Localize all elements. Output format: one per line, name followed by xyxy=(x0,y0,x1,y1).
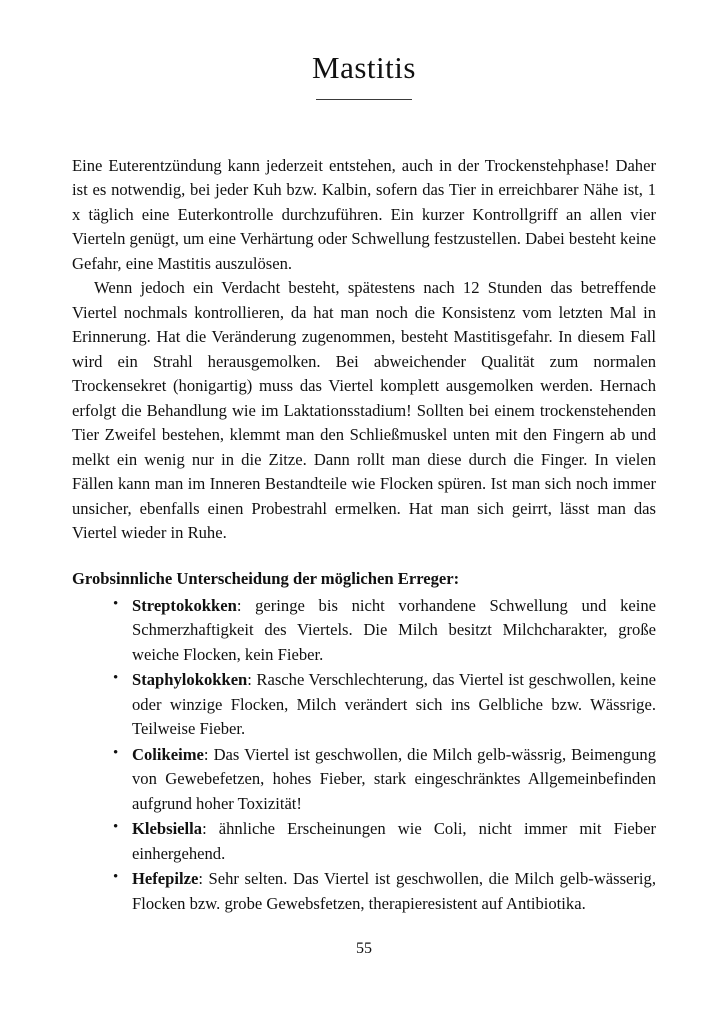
pathogen-term: Klebsiella xyxy=(132,819,203,839)
section-heading: Grobsinnliche Unterscheidung der möglichen Erreger: xyxy=(72,568,460,588)
pathogen-list xyxy=(72,594,656,916)
list-item xyxy=(132,867,656,916)
pathogen-description: : ähnliche Erscheinungen wie Coli, nicht immer mit Fieber einhergehend. xyxy=(132,819,656,863)
list-item xyxy=(132,594,656,667)
paragraph-2: Wenn jedoch ein Verdacht besteht, spätestens nach 12 Stunden das betreffende Viertel nochmals kontrollieren, da hat man noch die Konsistenz vom letzten Mal in Erinnerung. Hat die Veränderung zugenommen, besteht Mastitisgefahr. In diesem Fall wird ein Strahl herausgemolken. Bei abweichender Qualität zum normalen Trockensekret (honigartig) muss das Viertel komplett ausgemolken werden. Hernach erfolgt die Behandlung wie im Laktationsstadium! Sollten bei einem trockenstehenden Tier Zweifel bestehen, klemmt man den Schließmuskel unten mit den Fingern ab und melkt ein wenig nur in die Zitze. Dann rollt man diese durch die Finger. In vielen Fällen kann man im Inneren Bestandteile wie Flocken spüren. Ist man sich noch immer unsicher, ebenfalls einen Probestrahl ermelken. Hat man sich geirrt, lässt man das Viertel wieder in Ruhe. xyxy=(72,278,656,543)
pathogen-description: : Sehr selten. Das Viertel ist geschwollen, die Milch gelb-wässerig, Flocken bzw. grobe Gewebsfetzen, therapieresistent auf Antibiotika. xyxy=(132,869,656,913)
body-text xyxy=(72,154,656,916)
pathogen-term: Hefepilze xyxy=(132,869,199,889)
pathogen-description: : Rasche Verschlechterung, das Viertel ist geschwollen, keine oder winzige Flocken, Milch verändert sich ins Gelbliche bzw. Wässrige. Teilweise Fieber. xyxy=(132,670,656,739)
list-item xyxy=(132,743,656,816)
pathogen-term: Streptokokken xyxy=(132,595,237,615)
title-divider xyxy=(316,99,412,100)
paragraph-1: Eine Euterentzündung kann jederzeit entstehen, auch in der Trockenstehphase! Daher ist es notwendig, bei jeder Kuh bzw. Kalbin, sofern das Tier in erreichbarer Nähe ist, 1 x täglich eine Euterkontrolle durchzuführen. Ein kurzer Kontrollgriff an allen vier Vierteln genügt, um eine Verhärtung oder Schwellung festzustellen. Dabei besteht keine Gefahr, eine Mastitis auszulösen. xyxy=(72,156,656,273)
pathogen-description: : Das Viertel ist geschwollen, die Milch gelb-wässrig, Beimengung von Gewebefetzen, hohes Fieber, stark eingeschränktes Allgemeinbefinden aufgrund hoher Toxizität! xyxy=(132,744,656,813)
pathogen-term: Staphylokokken xyxy=(132,670,248,690)
page-title: Mastitis xyxy=(312,50,416,85)
list-item xyxy=(132,817,656,866)
page-number: 55 xyxy=(356,940,372,957)
pathogen-term: Colikeime xyxy=(132,744,204,764)
list-item xyxy=(132,668,656,741)
pathogen-description: : geringe bis nicht vorhandene Schwellung und keine Schmerzhaftigkeit des Viertels. Die Milch besitzt Milchcharakter, große weiche Flocken, kein Fieber. xyxy=(132,595,656,664)
